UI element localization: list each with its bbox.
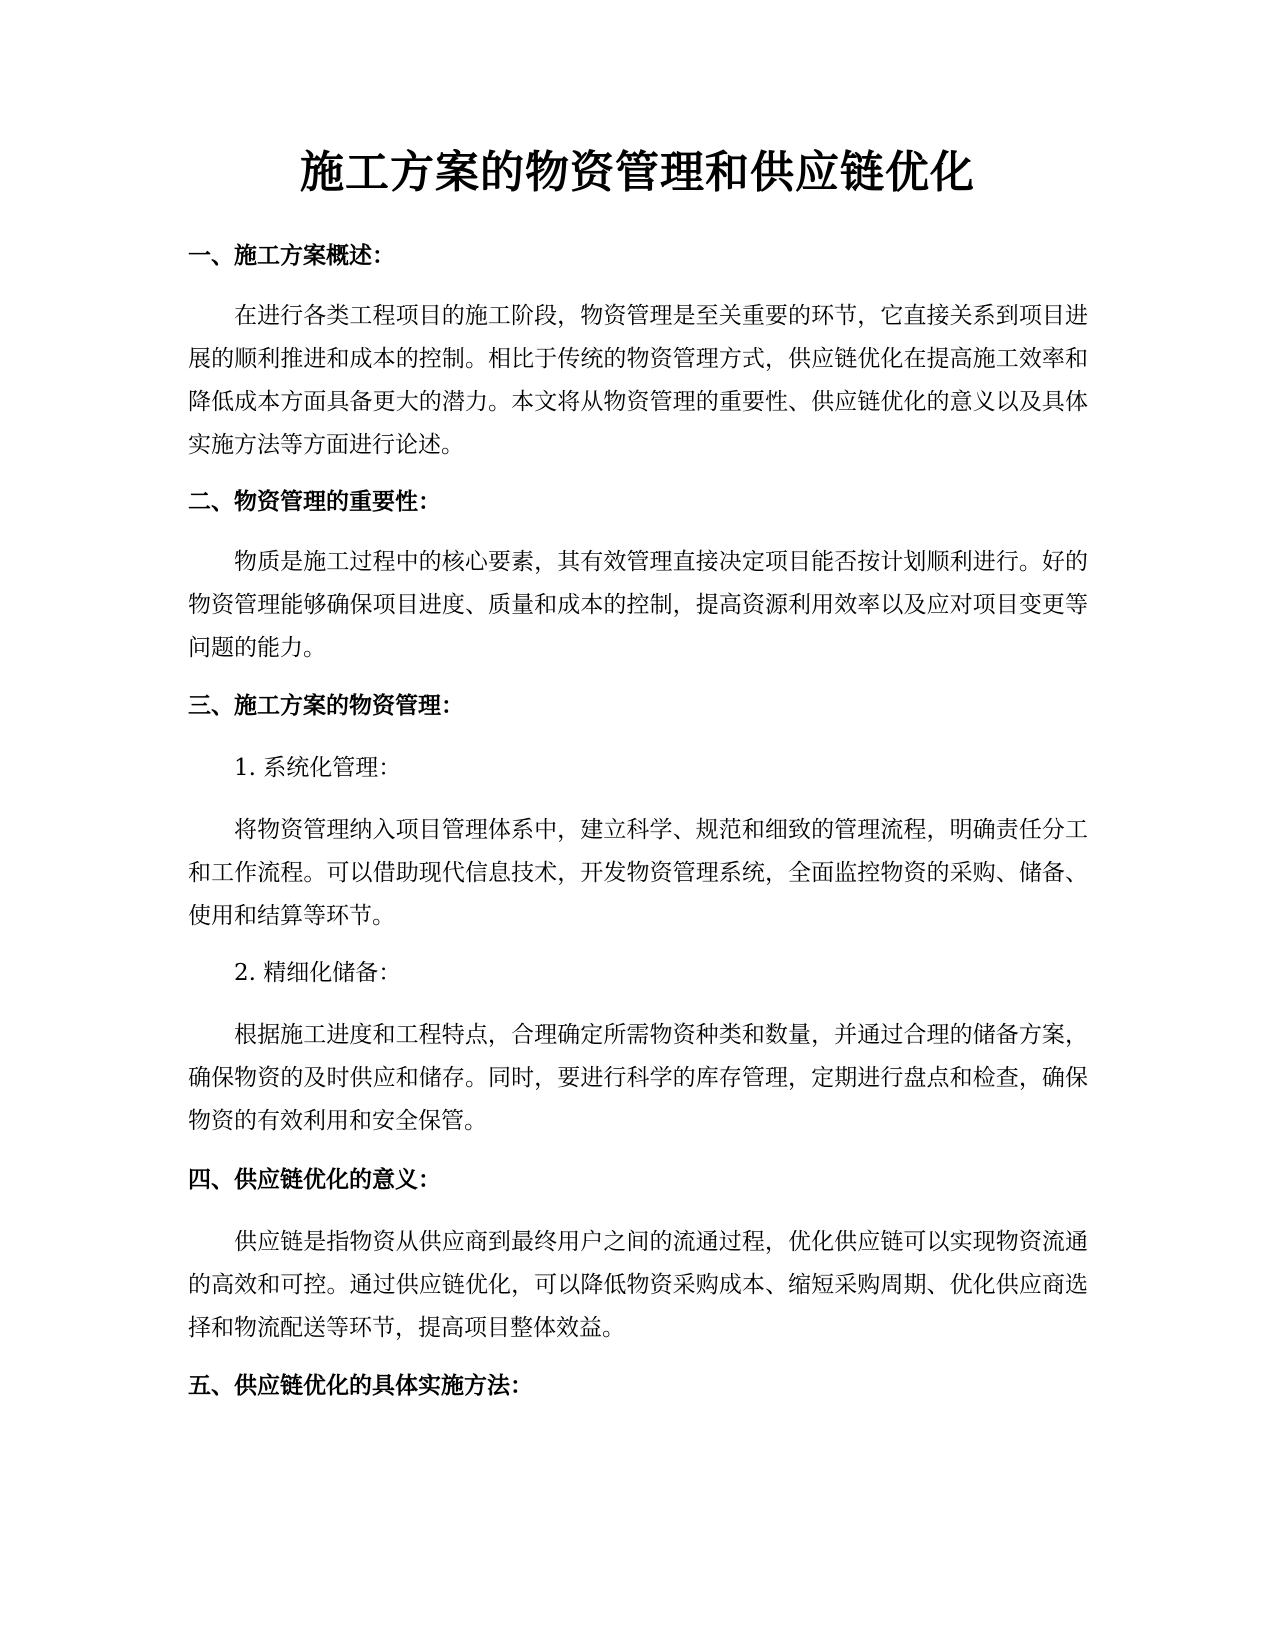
list-item-label-systematic: 1. 系统化管理： (234, 755, 402, 781)
paragraph-supply-chain-significance: 供应链是指物资从供应商到最终用户之间的流通过程，优化供应链可以实现物资流通的高效和可控。通过供应链优化，可以降低物资采购成本、缩短采购周期、优化供应商选择和物流配送等环节，提高项目整体效益。 (188, 1229, 1088, 1341)
paragraph-importance: 物质是施工过程中的核心要素，其有效管理直接决定项目能否按计划顺利进行。好的物资管理能够确保项目进度、质量和成本的控制，提高资源利用效率以及应对项目变更等问题的能力。 (188, 549, 1088, 661)
section-heading-material-management: 三、施工方案的物资管理： (188, 693, 464, 719)
section-heading-importance: 二、物资管理的重要性： (188, 489, 441, 515)
section-heading-overview: 一、施工方案概述： (188, 243, 395, 269)
section-heading-implementation-methods: 五、供应链优化的具体实施方法： (188, 1373, 533, 1399)
paragraph-systematic: 将物资管理纳入项目管理体系中，建立科学、规范和细致的管理流程，明确责任分工和工作流程。可以借助现代信息技术，开发物资管理系统，全面监控物资的采购、储备、使用和结算等环节。 (188, 817, 1088, 929)
list-item-label-storage: 2. 精细化储备： (234, 960, 402, 986)
section-heading-supply-chain-significance: 四、供应链优化的意义： (188, 1167, 441, 1193)
paragraph-storage: 根据施工进度和工程特点，合理确定所需物资种类和数量，并通过合理的储备方案，确保物资的及时供应和储存。同时，要进行科学的库存管理，定期进行盘点和检查，确保物资的有效利用和安全保管。 (188, 1022, 1088, 1134)
paragraph-overview: 在进行各类工程项目的施工阶段，物资管理是至关重要的环节，它直接关系到项目进展的顺利推进和成本的控制。相比于传统的物资管理方式，供应链优化在提高施工效率和降低成本方面具备更大的潜力。本文将从物资管理的重要性、供应链优化的意义以及具体实施方法等方面进行论述。 (188, 303, 1088, 458)
page-title: 施工方案的物资管理和供应链优化 (300, 147, 975, 198)
